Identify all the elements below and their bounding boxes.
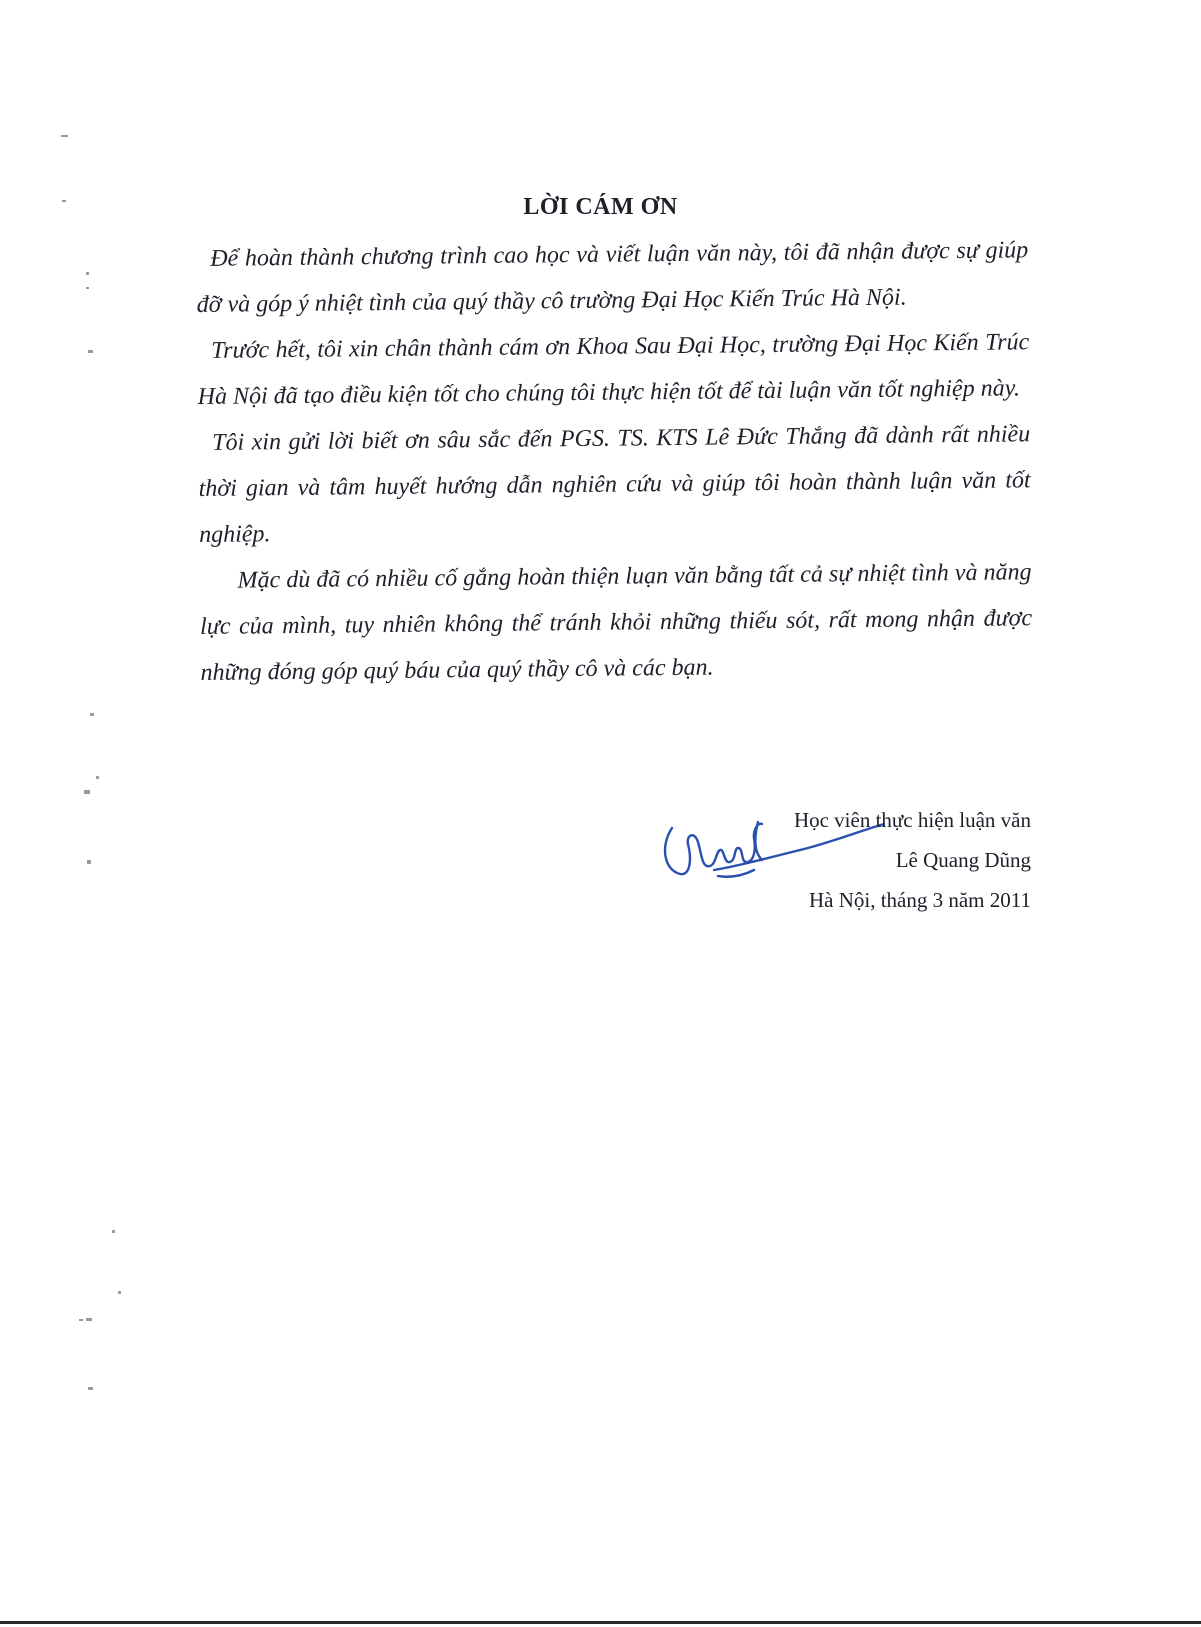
signer-name: Lê Quang Dũng: [895, 848, 1031, 872]
place-and-date: Hà Nội, tháng 3 năm 2011: [808, 888, 1031, 912]
paragraph-1: Để hoàn thành chương trình cao học và viết luận văn này, tôi đã nhận được sự giúp đỡ và góp ý nhiệt tình của quý thầy cô trường Đại Học Kiến Trúc Hà Nội.: [196, 237, 1029, 318]
signer-role: Học viên thực hiện luận văn: [793, 808, 1031, 832]
scan-bottom-edge: [0, 1621, 1201, 1624]
document-title: LỜI CÁM ƠN: [523, 194, 678, 220]
signature-block: [794, 800, 1031, 920]
paragraph-4: Mặc dù đã có nhiều cố gắng hoàn thiện luạn văn bằng tất cả sự nhiệt tình và năng lực của mình, tuy nhiên không thể tránh khỏi những thiếu sót, rất mong nhận được những đóng góp quý báu của quý thầy cô và các bạn.: [199, 559, 1033, 686]
paragraph-3: Tôi xin gửi lời biết ơn sâu sắc đến PGS. TS. KTS Lê Đức Thắng đã dành rất nhiều thời gian và tâm huyết hướng dẫn nghiên cứu và giúp tôi hoàn thành luận văn tốt nghiệp.: [198, 421, 1031, 548]
scan-margin-specks: [0, 0, 140, 1627]
body-text: [196, 227, 1033, 696]
paragraph-2: Trước hết, tôi xin chân thành cám ơn Khoa Sau Đại Học, trường Đại Học Kiến Trúc Hà Nội đã tạo điều kiện tốt cho chúng tôi thực hiện tốt để tài luận văn tốt nghiệp này.: [197, 329, 1030, 410]
